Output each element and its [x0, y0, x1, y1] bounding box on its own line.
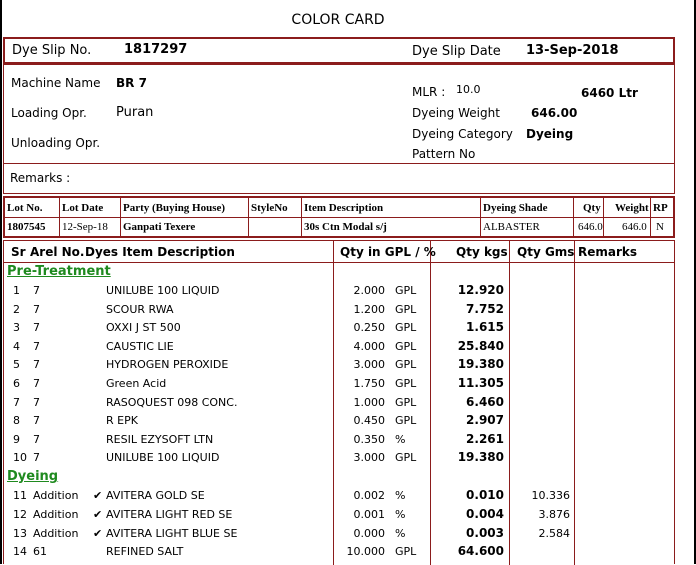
machine-name-label: Machine Name — [11, 76, 101, 90]
recipe-arel: Addition — [33, 507, 79, 521]
dye-slip-label: Dye Slip No. — [12, 43, 92, 58]
recipe-row — [3, 356, 675, 375]
recipe-unit: GPL — [395, 414, 417, 428]
recipe-item: UNILUBE 100 LIQUID — [106, 451, 220, 465]
lot-header-rp: RP — [653, 202, 668, 214]
recipe-qty: 2.000 — [353, 284, 385, 297]
recipe-arel: 7 — [33, 377, 40, 390]
left-edge — [0, 0, 2, 564]
recipe-sr: 1 — [13, 284, 20, 297]
recipe-item: AVITERA LIGHT RED SE — [106, 507, 233, 521]
recipe-unit: % — [395, 432, 406, 446]
dyeing-weight: 646.00 — [531, 106, 578, 120]
recipe-item: AVITERA LIGHT BLUE SE — [106, 526, 238, 540]
recipe-row — [3, 525, 675, 544]
lot-header-lot-no: Lot No. — [7, 202, 43, 214]
recipe-kgs: 0.004 — [466, 506, 504, 521]
recipe-header-gms: Qty Gms — [517, 245, 575, 259]
recipe-sr: 7 — [13, 395, 20, 409]
recipe-sr: 6 — [13, 377, 20, 390]
recipe-gms: 10.336 — [531, 489, 570, 502]
recipe-unit: GPL — [395, 377, 417, 390]
recipe-sr: 8 — [13, 414, 20, 428]
recipe-arel: 7 — [33, 358, 40, 372]
recipe-kgs: 0.010 — [466, 488, 504, 502]
recipe-header-remarks: Remarks — [578, 245, 638, 259]
lot-header-party: Party (Buying House) — [123, 202, 226, 214]
page-title: COLOR CARD — [291, 12, 385, 28]
lot-table — [3, 196, 675, 238]
recipe-row — [3, 301, 675, 320]
recipe-arel: 7 — [33, 284, 40, 297]
recipe-sr: 11 — [13, 489, 27, 502]
recipe-sr: 2 — [13, 302, 20, 316]
recipe-kgs: 7.752 — [466, 301, 504, 316]
recipe-item: SCOUR RWA — [106, 302, 174, 316]
recipe-unit: GPL — [395, 339, 417, 353]
recipe-kgs: 19.380 — [457, 357, 504, 372]
recipe-arel: 7 — [33, 395, 40, 409]
dyeing-category-label: Dyeing Category — [412, 127, 513, 141]
recipe-arel: 7 — [33, 451, 40, 465]
recipe-sr: 12 — [13, 507, 27, 521]
recipe-row — [3, 449, 675, 468]
recipe-qty: 0.450 — [353, 414, 385, 428]
recipe-qty: 1.000 — [353, 395, 385, 409]
recipe-qty: 10.000 — [346, 545, 385, 559]
recipe-unit: % — [395, 526, 406, 540]
recipe-row — [3, 394, 675, 413]
section-dyeing: Dyeing — [7, 469, 59, 484]
recipe-qty: 1.750 — [353, 377, 385, 390]
recipe-arel: 7 — [33, 302, 40, 316]
lot-cell-party: Ganpati Texere — [123, 221, 196, 233]
recipe-sr: 4 — [13, 339, 20, 353]
recipe-unit: GPL — [395, 545, 417, 559]
recipe-unit: GPL — [395, 451, 417, 465]
check-icon: ✔ — [93, 507, 103, 521]
recipe-row — [3, 338, 675, 357]
recipe-gms: 2.584 — [538, 526, 570, 540]
lot-header-lot-date: Lot Date — [62, 202, 104, 214]
dye-slip-box — [3, 37, 675, 64]
machine-name: BR 7 — [116, 76, 147, 90]
recipe-qty: 0.350 — [353, 432, 385, 446]
remarks-box — [3, 164, 675, 194]
check-icon: ✔ — [93, 489, 103, 502]
dye-slip-date: 13-Sep-2018 — [526, 43, 619, 58]
lot-cell-rp: N — [656, 221, 664, 233]
recipe-qty: 0.250 — [353, 321, 385, 335]
lot-cell-lot-date: 12-Sep-18 — [62, 221, 108, 233]
section-pretreatment: Pre-Treatment — [7, 264, 111, 279]
recipe-unit: % — [395, 507, 406, 521]
recipe-row — [3, 506, 675, 525]
recipe-unit: GPL — [395, 395, 417, 409]
recipe-sr: 3 — [13, 321, 20, 335]
remarks-label: Remarks : — [10, 171, 71, 185]
recipe-gms: 3.876 — [538, 507, 570, 521]
recipe-row — [3, 375, 675, 394]
recipe-item: RESIL EZYSOFT LTN — [106, 432, 214, 446]
recipe-qty: 0.002 — [353, 489, 385, 502]
recipe-arel: 7 — [33, 432, 40, 446]
unloading-opr-label: Unloading Opr. — [11, 136, 101, 150]
recipe-arel: Addition — [33, 489, 79, 502]
recipe-kgs: 25.840 — [457, 338, 504, 353]
lot-cell-weight: 646.0 — [622, 221, 647, 233]
loading-opr-label: Loading Opr. — [11, 106, 87, 120]
recipe-kgs: 19.380 — [457, 450, 504, 465]
recipe-row — [3, 282, 675, 301]
recipe-item: REFINED SALT — [106, 545, 184, 559]
recipe-kgs: 2.261 — [466, 431, 504, 446]
recipe-sr: 10 — [13, 451, 27, 465]
recipe-item: R EPK — [106, 414, 138, 428]
recipe-unit: GPL — [395, 302, 417, 316]
recipe-kgs: 0.003 — [466, 525, 504, 540]
recipe-unit: GPL — [395, 284, 417, 297]
lot-cell-shade: ALBASTER — [483, 221, 540, 233]
recipe-arel: 7 — [33, 339, 40, 353]
machine-info-box — [3, 64, 675, 164]
recipe-arel: Addition — [33, 526, 79, 540]
recipe-header-sr: Sr — [11, 245, 26, 259]
recipe-qty: 3.000 — [353, 358, 385, 372]
recipe-arel: 61 — [33, 545, 47, 559]
pattern-no-label: Pattern No — [412, 147, 476, 161]
recipe-header-dyes: Dyes Item Description — [85, 245, 235, 259]
recipe-unit: GPL — [395, 321, 417, 335]
recipe-item: CAUSTIC LIE — [106, 339, 174, 353]
recipe-sr: 14 — [13, 545, 27, 559]
dye-slip-date-label: Dye Slip Date — [412, 44, 501, 59]
lot-header-weight: Weight — [615, 202, 649, 214]
recipe-row — [3, 487, 675, 506]
recipe-row — [3, 412, 675, 431]
dye-slip-no: 1817297 — [124, 42, 188, 57]
recipe-arel: 7 — [33, 321, 40, 335]
mlr-label: MLR : — [412, 85, 446, 99]
lot-cell-qty: 646.0 — [578, 221, 603, 233]
recipe-item: OXXI J ST 500 — [106, 321, 181, 335]
recipe-arel: 7 — [33, 414, 40, 428]
lot-cell-lot-no: 1807545 — [7, 221, 46, 233]
recipe-unit: % — [395, 489, 406, 502]
recipe-kgs: 6.460 — [466, 394, 504, 409]
recipe-item: Green Acid — [106, 377, 167, 390]
recipe-qty: 4.000 — [353, 339, 385, 353]
recipe-kgs: 2.907 — [466, 413, 504, 428]
recipe-sr: 13 — [13, 526, 27, 540]
recipe-kgs: 12.920 — [457, 283, 504, 297]
recipe-sr: 5 — [13, 358, 20, 372]
recipe-qty: 0.001 — [353, 507, 385, 521]
recipe-row — [3, 431, 675, 450]
recipe-item: HYDROGEN PEROXIDE — [106, 358, 229, 372]
mlr-value: 10.0 — [456, 83, 481, 96]
lot-header-style: StyleNo — [251, 202, 288, 214]
recipe-qty: 3.000 — [353, 451, 385, 465]
recipe-kgs: 64.600 — [457, 544, 504, 559]
dyeing-category: Dyeing — [526, 127, 574, 141]
recipe-item: UNILUBE 100 LIQUID — [106, 284, 220, 297]
recipe-sr: 9 — [13, 432, 20, 446]
recipe-kgs: 11.305 — [457, 376, 504, 390]
recipe-header-qty: Qty in GPL / % — [340, 245, 436, 259]
lot-cell-item: 30s Ctn Modal s/j — [304, 221, 387, 233]
recipe-header-kgs: Qty kgs — [456, 245, 508, 259]
recipe-qty: 1.200 — [353, 302, 385, 316]
recipe-header-arel: Arel No. — [30, 245, 85, 259]
check-icon: ✔ — [93, 526, 103, 540]
lot-header-qty: Qty — [583, 202, 601, 214]
loading-opr: Puran — [116, 105, 154, 120]
lot-header-shade: Dyeing Shade — [483, 202, 548, 214]
mlr-volume: 6460 Ltr — [581, 86, 638, 100]
lot-header-item: Item Description — [304, 202, 384, 214]
recipe-qty: 0.000 — [353, 526, 385, 540]
recipe-item: RASOQUEST 098 CONC. — [106, 395, 238, 409]
recipe-kgs: 1.615 — [466, 320, 504, 335]
recipe-unit: GPL — [395, 358, 417, 372]
recipe-row — [3, 543, 675, 562]
dyeing-weight-label: Dyeing Weight — [412, 106, 500, 120]
recipe-row — [3, 319, 675, 338]
recipe-item: AVITERA GOLD SE — [106, 489, 205, 502]
